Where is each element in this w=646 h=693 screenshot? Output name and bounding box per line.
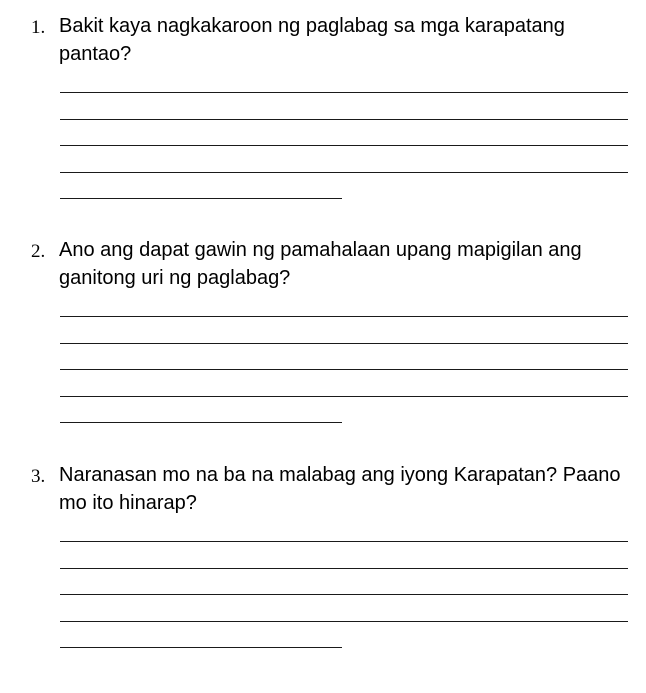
answer-line[interactable] xyxy=(60,422,342,423)
answer-line[interactable] xyxy=(60,92,628,93)
answer-lines xyxy=(60,92,628,225)
answer-line[interactable] xyxy=(60,119,628,120)
answer-line[interactable] xyxy=(60,621,628,622)
question-text: Naranasan mo na ba na malabag ang iyong Karapatan? Paano mo ito hinarap? xyxy=(59,464,621,514)
answer-line[interactable] xyxy=(60,396,628,397)
answer-line[interactable] xyxy=(60,172,628,173)
answer-line[interactable] xyxy=(60,316,628,317)
answer-line[interactable] xyxy=(60,541,628,542)
question-text: Bakit kaya nagkakaroon ng paglabag sa mga karapatang pantao? xyxy=(59,15,565,65)
answer-line[interactable] xyxy=(60,145,628,146)
answer-lines xyxy=(60,316,628,449)
answer-line[interactable] xyxy=(60,594,628,595)
answer-line[interactable] xyxy=(60,343,628,344)
answer-line[interactable] xyxy=(60,647,342,648)
question-text: Ano ang dapat gawin ng pamahalaan upang mapigilan ang ganitong uri ng paglabag? xyxy=(59,239,582,289)
answer-line[interactable] xyxy=(60,568,628,569)
answer-line[interactable] xyxy=(60,369,628,370)
answer-line[interactable] xyxy=(60,198,342,199)
question-number: 1. xyxy=(31,17,46,38)
answer-lines xyxy=(60,541,628,674)
question-number: 3. xyxy=(31,466,46,487)
question-number: 2. xyxy=(31,241,46,262)
